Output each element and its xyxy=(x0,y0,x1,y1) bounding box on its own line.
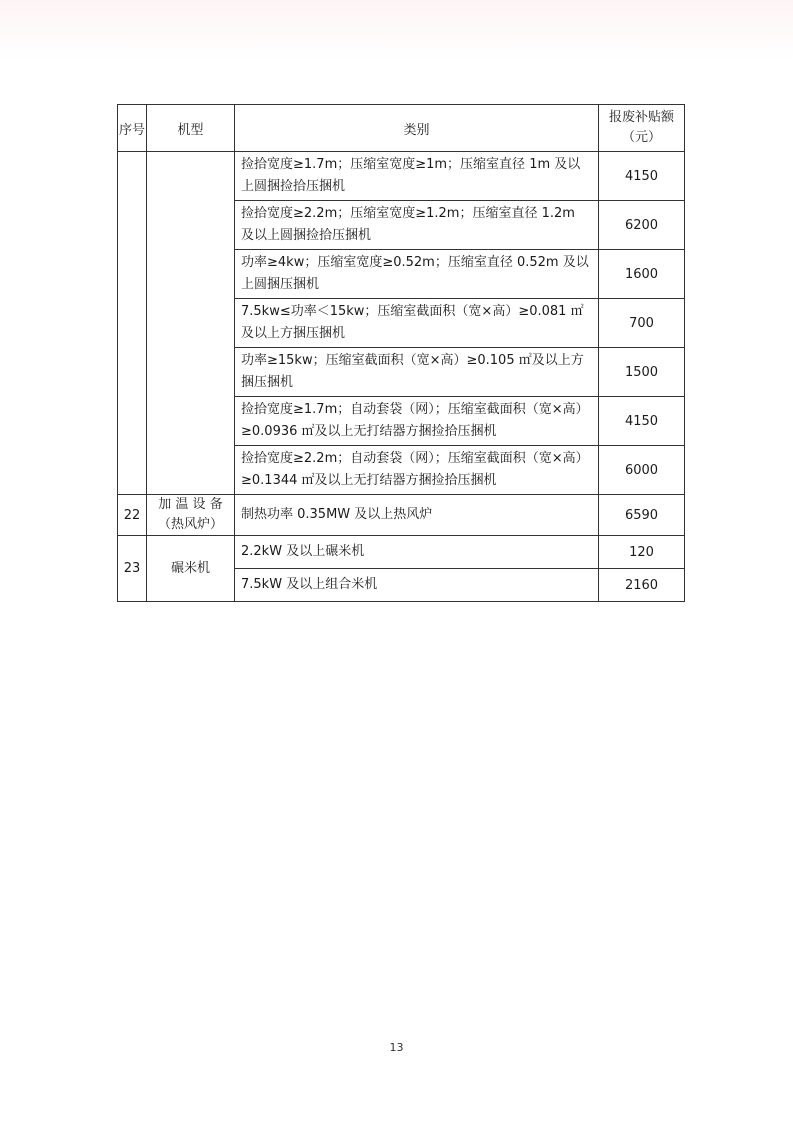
page-number: 13 xyxy=(389,1041,404,1054)
type-line: （热风炉） xyxy=(157,517,223,532)
header-category: 类别 xyxy=(235,105,599,152)
no-cell: 22 xyxy=(118,495,147,536)
table-row xyxy=(118,495,685,536)
scan-edge-tint xyxy=(0,0,793,60)
type-cell xyxy=(147,495,235,536)
amount-cell: 4150 xyxy=(599,397,685,446)
amount-cell: 120 xyxy=(599,536,685,569)
amount-cell: 1600 xyxy=(599,250,685,299)
category-cell: 捡拾宽度≥2.2m；压缩室宽度≥1.2m；压缩室直径 1.2m 及以上圆捆捡拾压捆机 xyxy=(235,201,599,250)
header-amount-line2: （元） xyxy=(621,130,661,145)
category-cell: 捡拾宽度≥1.7m；压缩室宽度≥1m；压缩室直径 1m 及以上圆捆捡拾压捆机 xyxy=(235,152,599,201)
header-amount xyxy=(599,105,685,152)
no-cell-continued xyxy=(118,152,147,495)
amount-cell: 6200 xyxy=(599,201,685,250)
amount-cell: 2160 xyxy=(599,569,685,602)
category-cell: 捡拾宽度≥1.7m；自动套袋（网）；压缩室截面积（宽×高）≥0.0936 ㎡及以上无打结器方捆捡拾压捆机 xyxy=(235,397,599,446)
type-cell-continued xyxy=(147,152,235,495)
table-row xyxy=(118,152,685,201)
amount-cell: 700 xyxy=(599,299,685,348)
table-header-row xyxy=(118,105,685,152)
category-cell: 捡拾宽度≥2.2m；自动套袋（网）；压缩室截面积（宽×高）≥0.1344 ㎡及以上无打结器方捆捡拾压捆机 xyxy=(235,446,599,495)
category-cell: 2.2kW 及以上碾米机 xyxy=(235,536,599,569)
category-cell: 功率≥15kw；压缩室截面积（宽×高）≥0.105 ㎡及以上方捆压捆机 xyxy=(235,348,599,397)
category-cell: 7.5kW 及以上组合米机 xyxy=(235,569,599,602)
category-cell: 制热功率 0.35MW 及以上热风炉 xyxy=(235,495,599,536)
table-row xyxy=(118,536,685,569)
amount-cell: 4150 xyxy=(599,152,685,201)
type-line: 加 温 设 备 xyxy=(158,497,223,512)
no-cell: 23 xyxy=(118,536,147,602)
type-cell: 碾米机 xyxy=(147,536,235,602)
subsidy-table xyxy=(117,104,685,602)
category-cell: 7.5kw≤功率＜15kw；压缩室截面积（宽×高）≥0.081 ㎡及以上方捆压捆机 xyxy=(235,299,599,348)
header-no: 序号 xyxy=(118,105,147,152)
header-amount-line1: 报废补贴额 xyxy=(608,110,674,125)
header-type: 机型 xyxy=(147,105,235,152)
category-cell: 功率≥4kw；压缩室宽度≥0.52m；压缩室直径 0.52m 及以上圆捆压捆机 xyxy=(235,250,599,299)
amount-cell: 1500 xyxy=(599,348,685,397)
amount-cell: 6000 xyxy=(599,446,685,495)
amount-cell: 6590 xyxy=(599,495,685,536)
